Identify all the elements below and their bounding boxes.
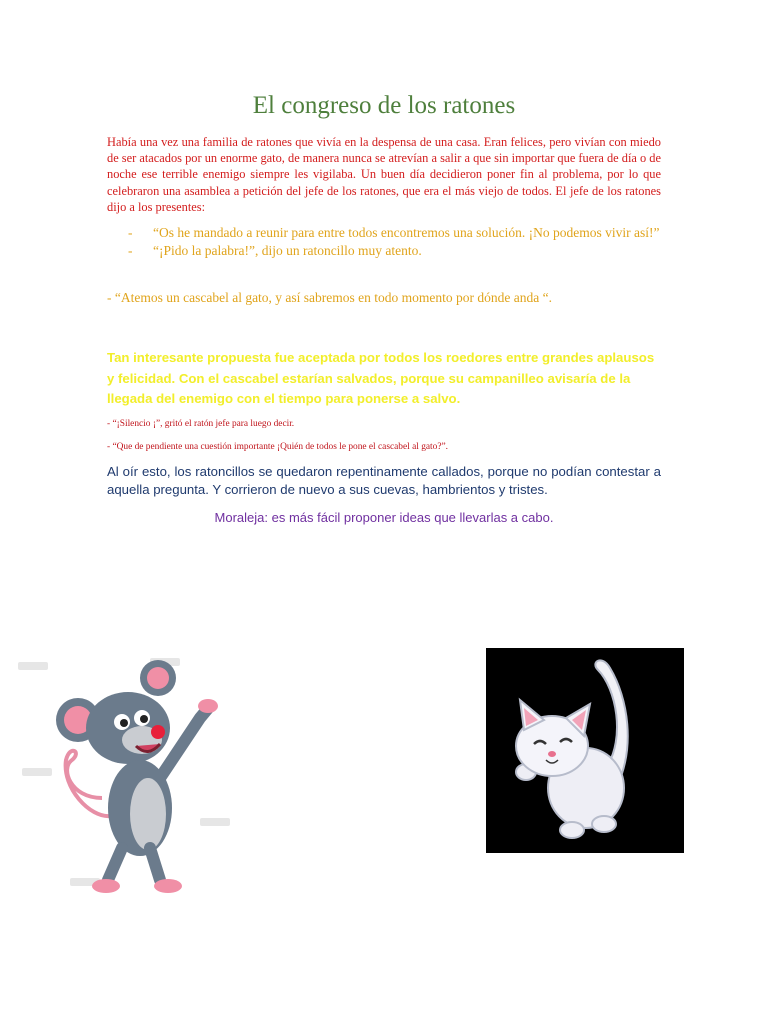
quote-question: - “Que de pendiente una cuestión importante ¡Quién de todos le pone el cascabel al gato?”. [107, 442, 449, 452]
proposal-line: - “Atemos un cascabel al gato, y así sabremos en todo momento por dónde anda “. [107, 290, 552, 305]
cat-illustration [486, 648, 684, 853]
ending-paragraph: Al oír esto, los ratoncillos se quedaron repentinamente callados, porque no podían contestar a aquella pregunta. Y corrieron de nuevo a sus cuevas, hambrientos y tristes. [107, 464, 661, 497]
mouse-illustration [10, 648, 258, 904]
intro-paragraph: Había una vez una familia de ratones que vivía en la despensa de una casa. Eran felices, pero vivían con miedo de ser atacados por un enorme gato, de manera nunca se atrevían a salir a que sin importar que fuera de día o de noche ese terrible enemigo siempre les vigilaba. Un buen día decidieron poner fin al problema, por lo que celebraron una asamblea a petición del jefe de los ratones, que era el más viejo de todos. El jefe de los ratones dijo a los presentes: [107, 135, 661, 214]
dialog-text: “¡Pido la palabra!”, dijo un ratoncillo muy atento. [153, 243, 422, 258]
quote-silence: - “¡Silencio ¡”, gritó el ratón jefe para luego decir. [107, 419, 295, 429]
dialog-item [128, 224, 661, 242]
story-title: El congreso de los ratones [252, 92, 516, 119]
list-dash: - [128, 225, 133, 240]
dialog-list [128, 224, 661, 260]
list-dash: - [128, 243, 133, 258]
dialog-text: “Os he mandado a reunir para entre todos encontremos una solución. ¡No podemos vivir así!” [153, 225, 660, 240]
moral-line: Moraleja: es más fácil proponer ideas que llevarlas a cabo. [214, 510, 554, 525]
dialog-item [128, 242, 661, 260]
narration-paragraph: Tan interesante propuesta fue aceptada por todos los roedores entre grandes aplausos y felicidad. Con el cascabel estarían salvados, porque su campanilleo avisaría de la llegada del enemigo con el tiempo para ponerse a salvo. [107, 350, 655, 406]
